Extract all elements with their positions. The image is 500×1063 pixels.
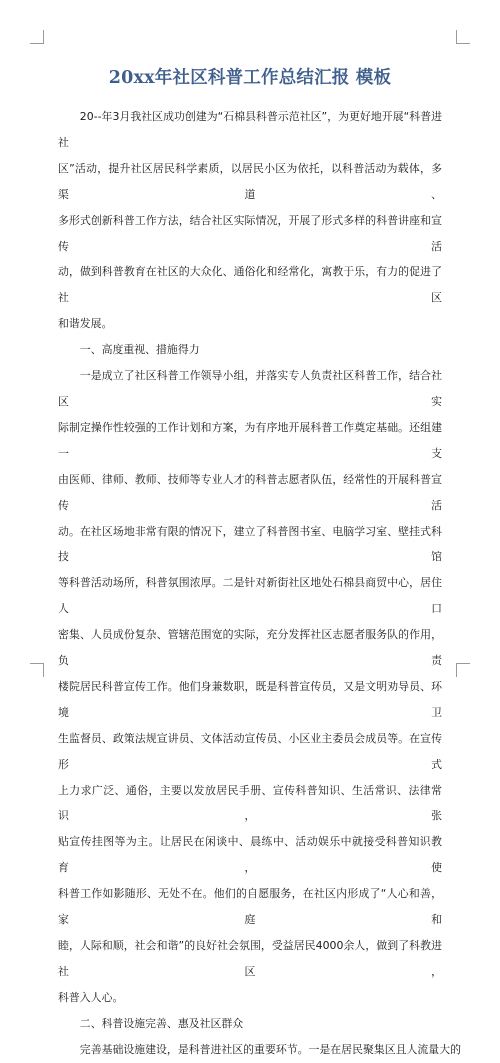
crop-mark-bottom-left bbox=[30, 663, 44, 677]
text-line: 完善基础设施建设，是科普进社区的重要环节。一是在居民聚集区且人流量大的 bbox=[79, 1042, 461, 1056]
text-line: 楼院居民科普宣传工作。他们身兼数职，既是科普宣传员，又是文明劝导员、环境卫 bbox=[58, 679, 442, 719]
text-line: 睦，人际和顺，社会和谐”的良好社会氛围，受益居民4000余人，做到了科教进社区， bbox=[58, 939, 442, 978]
text-line: 等科普活动场所，科普氛围浓厚。二是针对新街社区地处石棉县商贸中心，居住人口 bbox=[58, 576, 442, 616]
text-line: 贴宣传挂图等为主。让居民在闲谈中、晨练中、活动娱乐中就接受科普知识教育，使 bbox=[58, 835, 442, 875]
body-paragraph bbox=[58, 1037, 461, 1063]
text-line: 一、高度重视、措施得力 bbox=[79, 343, 200, 357]
text-line: 上力求广泛、通俗，主要以发放居民手册、宣传科普知识、生活常识、法律常识，张 bbox=[58, 783, 442, 823]
text-line: 二、科普设施完善、惠及社区群众 bbox=[79, 1016, 244, 1030]
text-line: 由医师、律师、教师、技师等专业人才的科普志愿者队伍，经常性的开展科普宣传活 bbox=[58, 472, 442, 512]
text-line: 生监督员、政策法规宣讲员、文体活动宣传员、小区业主委员会成员等。在宣传形式 bbox=[58, 731, 442, 771]
text-line: 和谐发展。 bbox=[58, 317, 113, 331]
section-heading bbox=[58, 337, 442, 363]
text-line: 动。在社区场地非常有限的情况下，建立了科普图书室、电脑学习室、壁挂式科技馆 bbox=[58, 524, 442, 564]
document-title: 20xx年社区科普工作总结汇报 模板 bbox=[108, 68, 392, 88]
text-line: 动，做到科普教育在社区的大众化、通俗化和经常化，寓教于乐，有力的促进了社区 bbox=[58, 265, 442, 305]
text-line: 多形式创新科普工作方法，结合社区实际情况，开展了形式多样的科普讲座和宣传活 bbox=[58, 213, 442, 253]
text-line: 区”活动，提升社区居民科学素质，以居民小区为依托，以科普活动为载体，多渠道、 bbox=[58, 161, 442, 201]
text-line: 科普工作如影随形、无处不在。他们的自愿服务，在社区内形成了“人心和善，家庭和 bbox=[58, 887, 442, 927]
text-line: 一是成立了社区科普工作领导小组，并落实专人负责社区科普工作，结合社区实 bbox=[58, 369, 442, 408]
section-heading bbox=[58, 1011, 442, 1037]
text-line: 密集、人员成份复杂、管辖范围宽的实际，充分发挥社区志愿者服务队的作用，负责 bbox=[58, 628, 442, 668]
text-line: 20--年3月我社区成功创建为“石棉县科普示范社区”，为更好地开展“科普进社 bbox=[58, 110, 442, 149]
crop-mark-top-left bbox=[30, 30, 44, 44]
body-paragraph bbox=[58, 363, 442, 1011]
document-body bbox=[58, 104, 461, 1063]
body-paragraph bbox=[58, 104, 442, 337]
crop-mark-bottom-right bbox=[456, 663, 470, 677]
text-line: 际制定操作性较强的工作计划和方案，为有序地开展科普工作奠定基础。还组建一支 bbox=[58, 420, 442, 460]
text-line: 科普入人心。 bbox=[58, 990, 124, 1004]
crop-mark-top-right bbox=[456, 30, 470, 44]
